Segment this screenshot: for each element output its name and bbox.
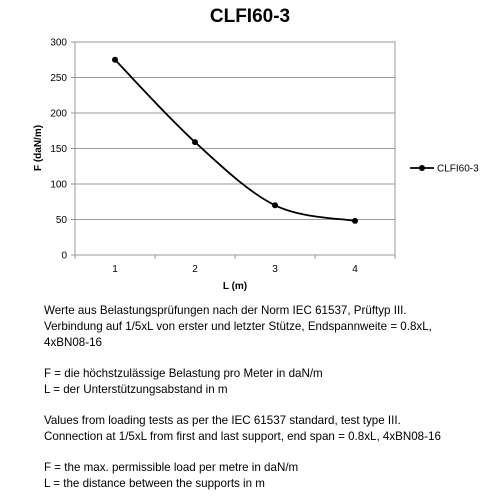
notes-text: [44, 303, 494, 492]
note-de-line-2: Verbindung auf 1/5xL von erster und letzter Stütze, Endspannweite = 0.8xL,: [44, 320, 432, 333]
note-en-line-1: Values from loading tests as per the IEC 61537 standard, test type III.: [44, 414, 401, 427]
data-point: [192, 139, 198, 145]
note-de-definition-f: F = die höchstzulässige Belastung pro Meter in daN/m: [44, 367, 323, 380]
data-point: [352, 218, 358, 224]
y-tick-label: 300: [50, 37, 67, 49]
x-axis-label: L (m): [222, 281, 248, 292]
y-tick-label: 0: [61, 250, 67, 262]
x-tick-label: 4: [352, 264, 358, 275]
x-tick-label: 3: [272, 264, 278, 275]
y-axis-label: F (daN/m): [33, 124, 44, 172]
y-tick-label: 150: [50, 144, 67, 155]
note-de-line-1: Werte aus Belastungsprüfungen nach der Norm IEC 61537, Prüftyp III.: [44, 304, 407, 317]
note-en-line-2: Connection at 1/5xL from first and last support, end span = 0.8xL, 4xBN08-16: [44, 430, 441, 443]
y-tick-labels: [50, 38, 67, 262]
legend-marker: [419, 165, 425, 171]
x-tick-label: 2: [192, 264, 198, 275]
x-tick-labels: [112, 264, 358, 275]
note-en-definition-l: L = the distance between the supports in m: [44, 477, 265, 490]
note-de-line-3: 4xBN08-16: [44, 336, 103, 349]
y-tick-label: 50: [55, 215, 67, 226]
note-en-definition-f: F = the max. permissible load per metre in daN/m: [44, 461, 299, 474]
x-tick-label: 1: [112, 264, 118, 275]
chart-title: CLFI60-3: [209, 6, 291, 27]
y-tick-label: 250: [50, 73, 67, 84]
series-line-clfi60-3: [115, 60, 355, 221]
data-points: [112, 57, 358, 224]
legend-label: CLFI60-3: [437, 163, 479, 175]
legend: [410, 164, 479, 175]
data-point: [272, 202, 278, 208]
y-tick-label: 200: [50, 108, 67, 120]
y-tick-label: 100: [50, 179, 67, 191]
data-point: [112, 57, 118, 63]
note-de-definition-l: L = der Unterstützungsabstand in m: [44, 383, 228, 396]
grid-lines: [71, 42, 395, 259]
